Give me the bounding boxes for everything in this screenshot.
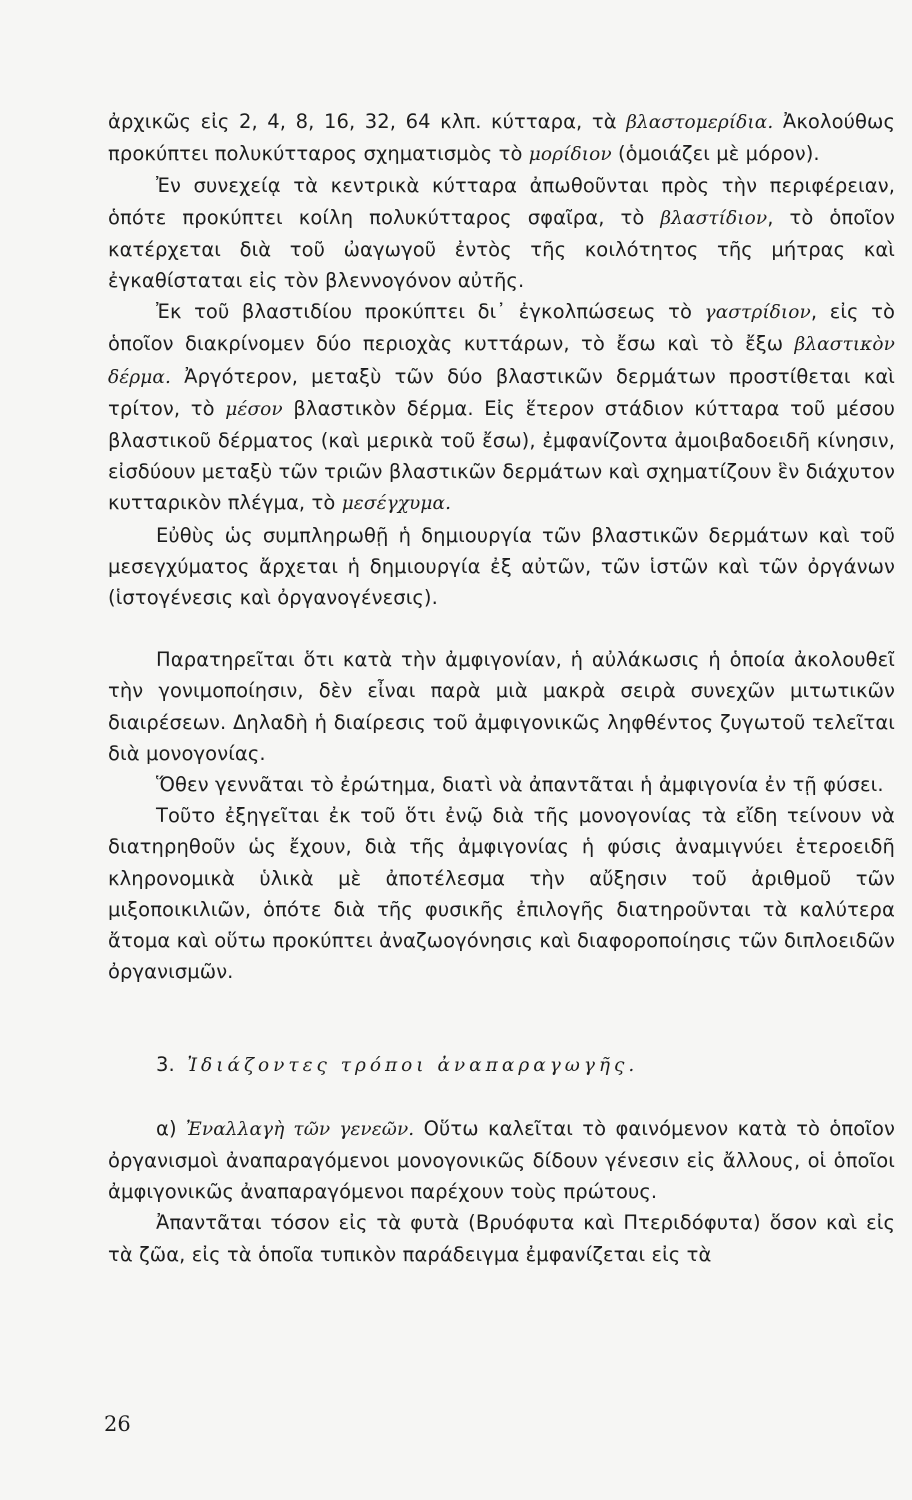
text-run: , τὸ ὁποῖον κατέρχεται διὰ τοῦ ὠαγωγοῦ ἐντὸς τῆς κοιλότητος τῆς μήτρας καὶ ἐγκαθίσταται εἰς τὸν βλεννογόνον αὐτῆς. [108, 205, 895, 293]
text-run: βλαστικὸν δέρμα. Εἰς ἕτερον στάδιον κύτταρα τοῦ μέσου βλαστικοῦ δέρματος (καὶ μερικὰ τοῦ ἔσω), ἐμφανίζοντα ἀμοιβαδοειδῆ κίνησιν, εἰσδύουν μεταξὺ τῶν τριῶν βλαστικῶν δερμάτων καὶ σχηματίζουν ἓν διάχυτον κυτταρικὸν πλέγμα, τὸ [108, 396, 895, 515]
text-run: (ὁμοιάζει μὲ μόρον). [611, 142, 820, 166]
section-title: Ἰδιάζοντες τρόποι ἀναπαραγωγῆς. [187, 1055, 639, 1077]
paragraph-4: Εὐθὺς ὡς συμπληρωθῇ ἡ δημιουργία τῶν βλαστικῶν δερμάτων καὶ τοῦ μεσεγχύματος ἄρχεται ἡ δημιουργία ἐξ αὐτῶν, τῶν ἱστῶν καὶ τῶν ὀργάνων (ἱστογένεσις καὶ ὀργανογένεσις). [108, 523, 895, 610]
italic-term: βλαστομερίδια. [626, 112, 774, 133]
paragraph-3 [108, 296, 895, 519]
paragraph-5: Παρατηρεῖται ὅτι κατὰ τὴν ἀμφιγονίαν, ἡ αὐλάκωσις ἡ ὁποία ἀκολουθεῖ τὴν γονιμοποίησιν, δὲν εἶναι παρὰ μιὰ μακρὰ σειρὰ συνεχῶν μιτωτικῶν διαιρέσεων. Δηλαδὴ ἡ διαίρεσις τοῦ ἀμφιγονικῶς ληφθέντος ζυγωτοῦ τελεῖται διὰ μονογονίας. [108, 648, 895, 765]
italic-term: γαστρίδιον [704, 302, 811, 324]
text-run: α) [156, 1116, 186, 1140]
text-run: Ἐν συνεχείᾳ τὰ κεντρικὰ κύτταρα ἀπωθοῦνται πρὸς τὴν περιφέρειαν, ὁπότε προκύπτει κοίλη πολυκύτταρος σφαῖρα, τὸ [108, 174, 895, 229]
text-run: Ἐκ τοῦ βλαστιδίου προκύπτει δι᾽ ἐγκολπώσεως τὸ [156, 300, 705, 324]
body-text [108, 106, 895, 1270]
text-run: Ἀκολούθως προκύπτει πολυκύτταρος σχηματισμὸς τὸ [108, 110, 895, 166]
italic-term: βλαστικὸν δέρμα. [108, 334, 895, 388]
italic-term: Ἐναλλαγὴ τῶν γενεῶν. [185, 1118, 415, 1140]
section-heading [108, 1049, 895, 1081]
text-run: Ἀργότερον, μεταξὺ τῶν δύο βλαστικῶν δερμάτων προστίθεται καὶ τρίτον, τὸ [108, 364, 895, 420]
text-run: , εἰς τὸ ὁποῖον διακρίνομεν δύο περιοχὰς κυττάρων, τὸ ἔσω καὶ τὸ ἔξω [108, 300, 895, 356]
paragraph-8 [108, 1113, 895, 1208]
text-run: Οὕτω καλεῖται τὸ φαινόμενον κατὰ τὸ ὁποῖον ὀργανισμοὶ ἀναπαραγόμενοι μονογονικῶς δίδουν γένεσιν εἰς ἄλλους, οἱ ὁποῖοι ἀμφιγονικῶς ἀναπαραγόμενοι παρέχουν τοὺς πρώτους. [108, 1116, 895, 1204]
paragraph-6: Ὅθεν γεννᾶται τὸ ἐρώτημα, διατὶ νὰ ἀπαντᾶται ἡ ἀμφιγονία ἐν τῇ φύσει. [156, 773, 884, 797]
page-number: 26 [104, 1412, 131, 1436]
paragraph-2 [108, 170, 895, 296]
italic-term: μορίδιον [528, 144, 612, 166]
paragraph-9: Ἀπαντᾶται τόσον εἰς τὰ φυτὰ (Βρυόφυτα καὶ Πτεριδόφυτα) ὅσον καὶ εἰς τὰ ζῶα, εἰς τὰ ὁποῖα τυπικὸν παράδειγμα ἐμφανίζεται εἰς τὰ [108, 1211, 895, 1266]
italic-term: μέσον [225, 398, 283, 420]
text-run: ἀρχικῶς εἰς 2, 4, 8, 16, 32, 64 κλπ. κύτταρα, τὰ [108, 110, 627, 133]
italic-term: μεσέγχυμα. [341, 493, 452, 515]
italic-term: βλαστίδιον [660, 207, 768, 229]
section-number: 3. [156, 1053, 175, 1077]
paragraph-7: Τοῦτο ἐξηγεῖται ἐκ τοῦ ὅτι ἐνῷ διὰ τῆς μονογονίας τὰ εἴδη τείνουν νὰ διατηρηθοῦν ὡς ἔχουν, διὰ τῆς ἀμφιγονίας ἡ φύσις ἀναμιγνύει ἑτεροειδῆ κληρονομικὰ ὑλικὰ μὲ ἀποτέλεσμα τὴν αὔξησιν τοῦ ἀριθμοῦ τῶν μιξοποικιλιῶν, ὁπότε διὰ τῆς φυσικῆς ἐπιλογῆς διατηροῦνται τὰ καλύτερα ἄτομα καὶ οὕτω προκύπτει ἀναζωογόνησις καὶ διαφοροποίησις τῶν διπλοειδῶν ὀργανισμῶν. [108, 804, 895, 984]
paragraph-1 [108, 106, 895, 170]
